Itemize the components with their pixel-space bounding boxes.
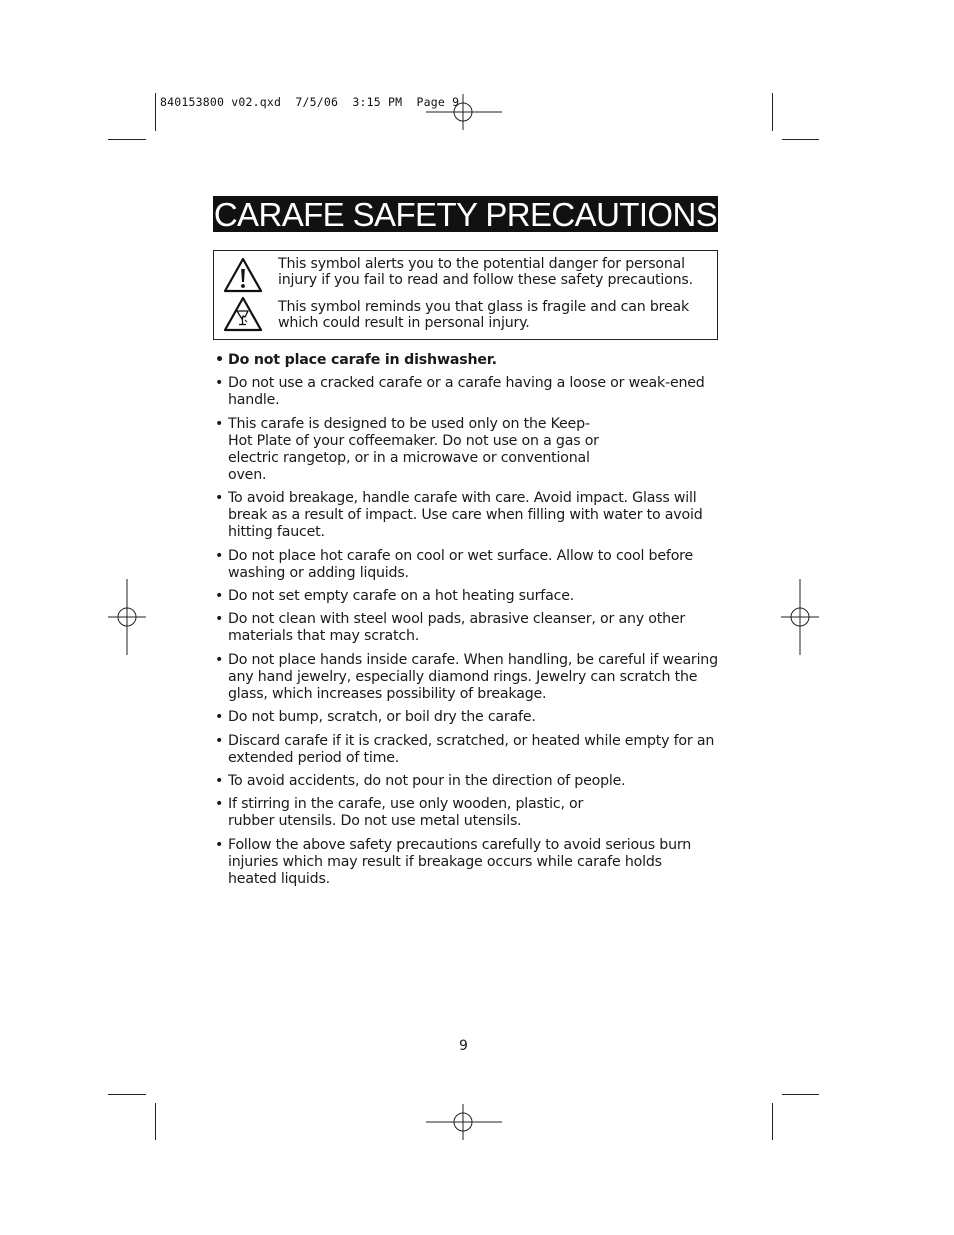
list-item: • Do not set empty carafe on a hot heating surface. (215, 588, 720, 605)
list-item: • This carafe is designed to be used only on the Keep-Hot Plate of your coffeemaker. Do not use on a gas or electric rangetop, or in a microwave or conventional oven. (215, 416, 608, 484)
list-item: • Do not place hands inside carafe. When handling, be careful if wearing any hand jewelry, especially diamond rings. Jewelry can scratch the glass, which increases possibility of breakage. (215, 652, 720, 703)
crop-mark (108, 139, 146, 140)
page-title-bar (213, 196, 718, 232)
warning-triangle-icon (223, 257, 263, 293)
list-item: • To avoid breakage, handle carafe with care. Avoid impact. Glass will break as a result of impact. Use care when filling with water to avoid hitting faucet. (215, 490, 720, 541)
symbol-legend-box (213, 250, 718, 340)
crop-mark (155, 93, 156, 131)
list-item: • To avoid accidents, do not pour in the direction of people. (215, 773, 720, 790)
symbol-description: This symbol alerts you to the potential danger for personal injury if you fail to read and follow these safety precautions. (278, 256, 693, 288)
print-slug: 840153800 v02.qxd 7/5/06 3:15 PM Page 9 (160, 95, 460, 109)
crop-mark (782, 1094, 819, 1095)
registration-mark-icon (426, 94, 502, 130)
crop-mark (155, 1103, 156, 1140)
crop-mark (782, 139, 819, 140)
precautions-list (215, 352, 720, 894)
registration-mark-icon (108, 579, 146, 655)
symbol-description: This symbol reminds you that glass is fragile and can break which could result in personal injury. (278, 299, 690, 331)
broken-glass-triangle-icon (223, 296, 263, 332)
list-item: • Do not clean with steel wool pads, abrasive cleanser, or any other materials that may scratch. (215, 611, 720, 645)
crop-mark (772, 1103, 773, 1140)
page-title: CARAFE SAFETY PRECAUTIONS (213, 195, 718, 233)
list-item: • Do not use a cracked carafe or a carafe having a loose or weak-ened handle. (215, 375, 720, 409)
list-item: • Do not bump, scratch, or boil dry the carafe. (215, 709, 720, 726)
list-item: • Follow the above safety precautions carefully to avoid serious burn injuries which may result if breakage occurs while carafe holds heated liquids. (215, 837, 698, 888)
list-item: • Do not place hot carafe on cool or wet surface. Allow to cool before washing or adding liquids. (215, 548, 706, 582)
list-item: • Discard carafe if it is cracked, scratched, or heated while empty for an extended period of time. (215, 733, 718, 767)
crop-mark (772, 93, 773, 131)
page-number: 9 (459, 1038, 468, 1054)
registration-mark-icon (426, 1104, 502, 1140)
list-item: • Do not place carafe in dishwasher. (215, 352, 720, 369)
list-item: • If stirring in the carafe, use only wooden, plastic, or rubber utensils. Do not use metal utensils. (215, 796, 613, 830)
crop-mark (108, 1094, 146, 1095)
registration-mark-icon (781, 579, 819, 655)
